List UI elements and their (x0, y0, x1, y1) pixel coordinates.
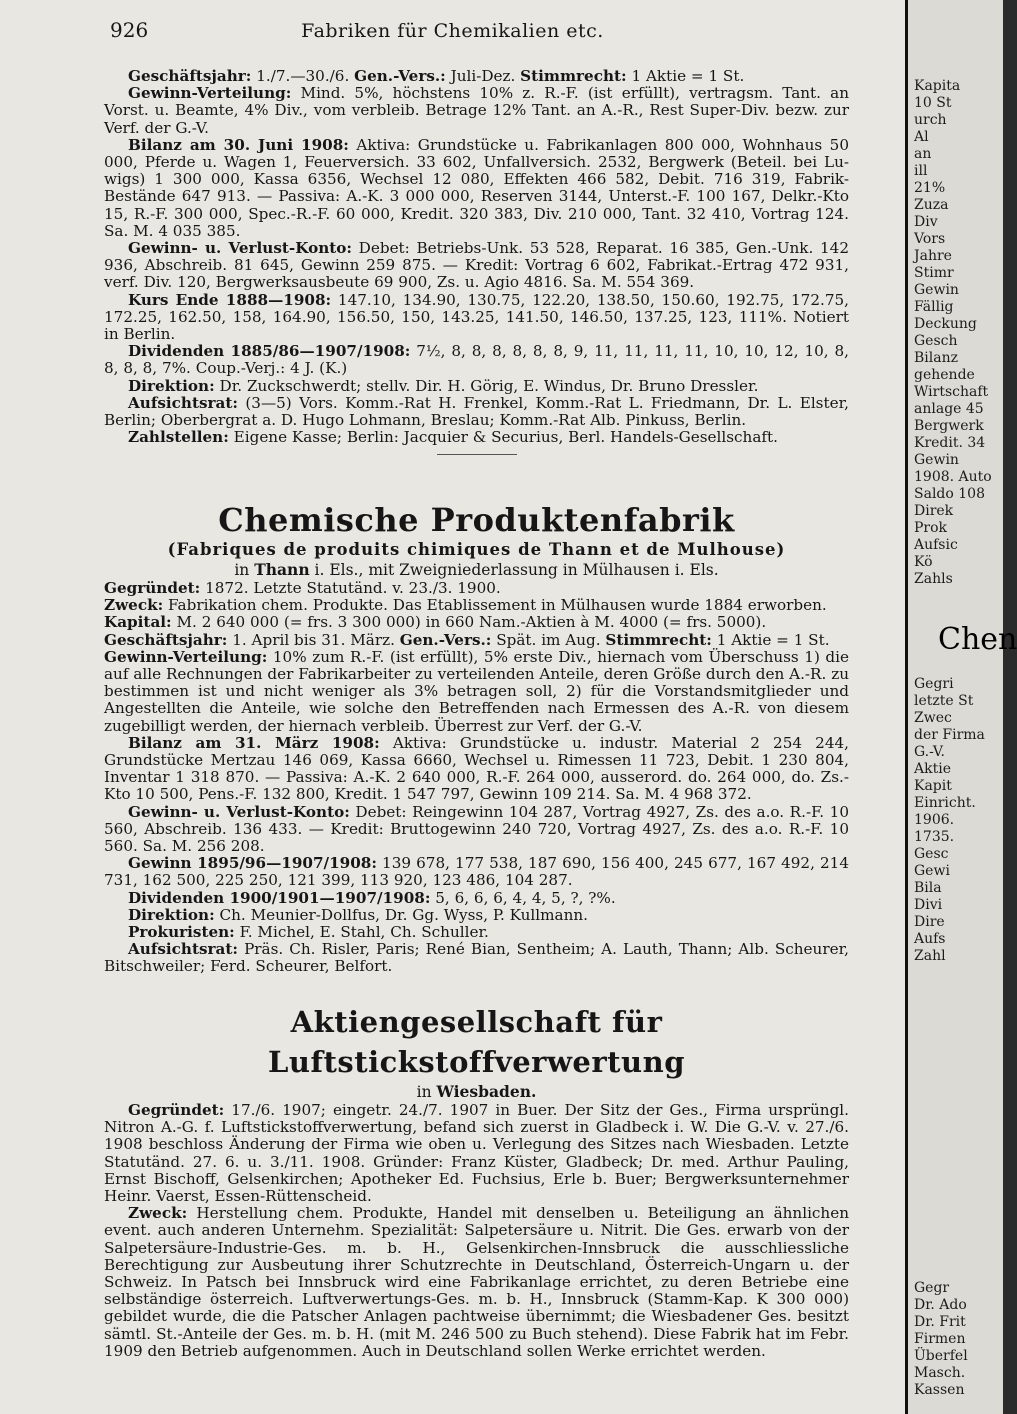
entry-previous-continuation (104, 68, 849, 463)
entry-location: in Wiesbaden. (416, 1082, 537, 1101)
paragraph-profit-history: Gewinn 1895/96—1907/1908: 139 678, 177 538, 187 690, 156 400, 245 677, 167 492, 214 731, 162 500, 225 250, 121 399, 113 920, 123 486, 104 287. (104, 854, 849, 890)
paragraph-management: Direktion: Dr. Zuckschwerdt; stellv. Dir. H. Görig, E. Windus, Dr. Bruno Dressler. (128, 376, 759, 395)
paragraph-business-year: Geschäftsjahr: 1. April bis 31. März. Gen.-Vers.: Spät. im Aug. Stimmrecht: 1 Aktie = 1 St. (104, 630, 830, 649)
paragraph-purpose: Zweck: Fabrikation chem. Produkte. Das Etablissement in Mülhausen wurde 1884 erworben. (104, 596, 827, 615)
paragraph-founded: Gegründet: 1872. Letzte Statutänd. v. 23./3. 1900. (104, 579, 501, 597)
entry-luftstickstoffverwertung (104, 1002, 849, 1360)
paragraph-business-year: Geschäftsjahr: 1./7.—30./6. Gen.-Vers.: Juli-Dez. Stimmrecht: 1 Aktie = 1 St. (128, 67, 745, 85)
paragraph-capital: Kapital: M. 2 640 000 (= frs. 3 300 000) in 660 Nam.-Aktien à M. 4000 (= frs. 5000). (104, 613, 767, 632)
facing-title-fragment: Chen (938, 622, 1017, 657)
entry-location: in Thann i. Els., mit Zweigniederlassung in Mülhausen i. Els. (234, 560, 719, 579)
facing-lines-mid: Gegri letzte St Zwec der Firma G.-V. Aktie Kapit Einricht. 1906. 1735. Gesc Gewi Bila Divi Dire Aufs Zahl (914, 676, 985, 964)
page-number: 926 (110, 18, 149, 42)
entry-title: Aktiengesellschaft für Luftstickstoffverwertung (268, 1005, 685, 1079)
paragraph-dividends: Dividenden 1885/86—1907/1908: 7½, 8, 8, 8, 8, 8, 8, 9, 11, 11, 11, 11, 10, 10, 12, 10, 8, 8, 8, 8, 7%. Coup.-Verj.: 4 J. (K.) (104, 342, 849, 378)
entry-title: Chemische Produktenfabrik (218, 501, 735, 539)
entry-chemische-produktenfabrik (104, 500, 849, 976)
paragraph-purpose: Zweck: Herstellung chem. Produkte, Handel mit denselben u. Beteiligung an ähnlichen event. auch anderen Unternehm. Spezialität: Salpetersäure u. Nitrit. Die Ges. erwarb von der Salpetersäure-Industrie-Ges. m. b. H., Gelsenkirchen-Innsbruck die ausschliessliche Berechtigung zur Ausbeutung ihrer Schutzrechte in Deutschland, Österreich-Ungarn u. der Schweiz. In Patsch bei Innsbruck wird eine Fabrikanlage errichtet, zu deren Betriebe eine selbständige österreich. Luftverwertungs-Ges. m. b. H., Innsbruck (Stamm-Kap. K 300 000) gebildet wurde, die die Patscher Anlagen pachtweise übernimmt; die Wiesbadener Ges. besitzt sämtl. St.-Anteile der Ges. m. b. H. (mit M. 246 500 zu Buch stehend). Diese Fabrik hat im Febr. 1909 den Betrieb aufgenommen. Auch in Deutschland sollen Werke errichtet werden. (104, 1204, 849, 1360)
paragraph-dividends: Dividenden 1900/1901—1907/1908: 5, 6, 6, 6, 4, 4, 5, ?, ?%. (128, 888, 616, 907)
paragraph-balance: Bilanz am 31. März 1908: Aktiva: Grundstücke u. industr. Material 2 254 244, Grundstücke Mertzau 146 069, Kassa 6660, Wechsel u. Rimessen 11 723, Debit. 1 230 804, Inventar 1 318 870. — Passiva: A.-K. 2 640 000, R.-F. 264 000, ausserord. do. 264 000, do. Zs.-Kto 10 500, Pens.-F. 132 800, Kredit. 1 547 797, Gewinn 109 214. Sa. M. 4 968 372. (104, 733, 849, 804)
paragraph-supervisory-board: Aufsichtsrat: Präs. Ch. Risler, Paris; René Bian, Sentheim; A. Lauth, Thann; Alb. Scheurer, Bitschweiler; Ferd. Scheurer, Belfort. (104, 940, 849, 976)
paragraph-profit-loss: Gewinn- u. Verlust-Konto: Debet: Betriebs-Unk. 53 528, Reparat. 16 385, Gen.-Unk. 142 936, Abschreib. 81 645, Gewinn 259 875. — Kredit: Vortrag 6 602, Fabrikat.-Ertrag 472 931, verf. Div. 120, Bergwerksausbeute 69 900, Zs. u. Agio 4816. Sa. M. 554 369. (104, 239, 849, 292)
paragraph-supervisory-board: Aufsichtsrat: (3—5) Vors. Komm.-Rat H. Frenkel, Komm.-Rat L. Friedmann, Dr. L. Elster, Berlin; Oberbergrat a. D. Hugo Lohmann, Breslau; Komm.-Rat Alb. Pinkuss, Berlin. (104, 393, 849, 430)
running-title: Fabriken für Chemikalien etc. (301, 20, 604, 42)
facing-lines-top: Kapita 10 St urch Al an ill 21% Zuza Div Vors Jahre Stimr Gewin Fällig Deckung Gesch Bilanz gehende Wirtschaft anlage 45 Bergwerk Kredit. 34 Gewin 1908. Auto Saldo 108 Direk Prok Aufsic Kö Zahls (914, 78, 992, 587)
paragraph-management: Direktion: Ch. Meunier-Dollfus, Dr. Gg. Wyss, P. Kullmann. (128, 905, 588, 924)
paragraph-founded: Gegründet: 17./6. 1907; eingetr. 24./7. 1907 in Buer. Der Sitz der Ges., Firma ursprüngl. Nitron A.-G. f. Luftstickstoffverwertung, befand sich zuerst in Gladbeck i. W. Die G.-V. v. 27./6. 1908 beschloss Änderung der Firma wie oben u. Verlegung des Sitzes nach Wiesbaden. Letzte Statutänd. 27. 6. u. 3./11. 1908. Gründer: Franz Küster, Gladbeck; Dr. med. Arthur Pauling, Ernst Bischoff, Gelsenkirchen; Apotheker Ed. Fuchsius, Erle b. Buer; Bergwerksunternehmer Heinr. Vaerst, Essen-Rüttenscheid. (104, 1101, 849, 1206)
paragraph-price-history: Kurs Ende 1888—1908: 147.10, 134.90, 130.75, 122.20, 138.50, 150.60, 192.75, 172.75, 172.25, 162.50, 158, 164.90, 156.50, 150, 143.25, 141.50, 146.50, 137.25, 123, 111%. Notiert in Berlin. (104, 290, 849, 344)
paragraph-profit-distribution: Gewinn-Verteilung: Mind. 5%, höchstens 10% z. R.-F. (ist erfüllt), vertragsm. Tant. an Vorst. u. Beamte, 4% Div., vom verbleib. Betrage 12% Tant. an A.-R., Rest Super-Div. bezw. zur Verf. der G.-V. (104, 84, 849, 137)
entry-subtitle: (Fabriques de produits chimiques de Thann et de Mulhouse) (167, 540, 786, 559)
paragraph-profit-loss: Gewinn- u. Verlust-Konto: Debet: Reingewinn 104 287, Vortrag 4927, Zs. des a.o. R.-F. 10 560, Abschreib. 136 433. — Kredit: Bruttogewinn 240 720, Vortrag 4927, Zs. des a.o. R.-F. 10 560. Sa. M. 256 208. (104, 802, 849, 856)
paragraph-paying-agents: Zahlstellen: Eigene Kasse; Berlin: Jacquier & Securius, Berl. Handels-Gesellschaft. (128, 428, 778, 447)
facing-page-edge (905, 0, 1017, 1414)
paragraph-balance: Bilanz am 30. Juni 1908: Aktiva: Grundstücke u. Fabrikanlagen 800 000, Wohnhaus 50 000, Pferde u. Wagen 1, Feuerversich. 33 602, Unfallversich. 2532, Bergwerk (Beteil. bei Lu-wigs) 1 300 000, Kassa 6356, Wechsel 12 080, Effekten 466 582, Debit. 716 319, Fabrik-Bestände 647 913. — Passiva: A.-K. 3 000 000, Reserven 3144, Unterst.-F. 100 167, Delkr.-Kto 15, R.-F. 300 000, Spec.-R.-F. 60 000, Kredit. 320 383, Div. 210 000, Tant. 32 410, Vortrag 124. Sa. M. 4 035 385. (104, 135, 849, 240)
facing-lines-bottom: Gegr Dr. Ado Dr. Frit Firmen Überfel Masch. Kassen (914, 1280, 968, 1398)
paragraph-authorized-officers: Prokuristen: F. Michel, E. Stahl, Ch. Schuller. (128, 923, 489, 942)
section-divider (437, 454, 517, 455)
page-header (0, 18, 905, 48)
paragraph-profit-distribution: Gewinn-Verteilung: 10% zum R.-F. (ist erfüllt), 5% erste Div., hiernach vom Überschuss 1) die auf alle Rechnungen der Fabrikarbeiter zu verteilenden Anteile, deren Größe durch den A.-R. zu bestimmen ist und nicht weniger als 3% betragen soll, 2) für die Vorstandsmitglieder und Angestellten die Anteile, wie solche den Betreffenden nach Ermessen des A.-R. von diesem zugebilligt werden, der hiernach verbleib. Überrest zur Verf. der G.-V. (104, 647, 849, 735)
